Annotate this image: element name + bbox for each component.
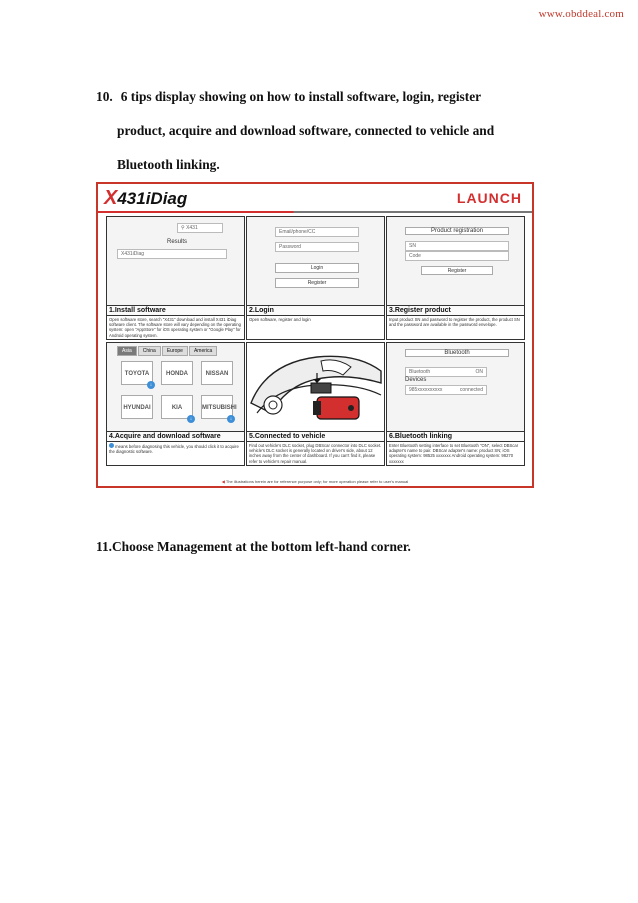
tab-china: China xyxy=(138,346,161,356)
step-10-line-3: Bluetooth linking. xyxy=(117,157,220,172)
figure-header xyxy=(98,184,532,212)
launch-logo: LAUNCH xyxy=(456,190,522,206)
panel-caption: 1.Install software xyxy=(107,305,244,316)
panel-install-software xyxy=(106,216,245,340)
email-field: Email/phone/CC xyxy=(275,227,359,237)
register-button: Register xyxy=(275,278,359,288)
site-url[interactable]: www.obddeal.com xyxy=(538,8,624,20)
brand-logo-hyundai: HYUNDAI xyxy=(121,395,153,419)
step-11-paragraph xyxy=(96,530,566,564)
figure-footnote xyxy=(98,479,532,484)
bluetooth-label: Bluetooth xyxy=(409,369,431,375)
pointer-icon: ◀ xyxy=(221,479,225,484)
step-10-line-2: product, acquire and download software, connected to vehicle and xyxy=(117,123,495,138)
tab-asia: Asia xyxy=(117,346,137,356)
login-button: Login xyxy=(275,263,359,273)
store-search-box: ⚲ X431 xyxy=(177,223,223,233)
panel-caption: 5.Connected to vehicle xyxy=(247,431,384,442)
search-icon: ⚲ xyxy=(181,225,185,231)
brand-logo-kia: KIA xyxy=(161,395,193,419)
devices-label: Devices xyxy=(405,377,427,383)
device-state: connected xyxy=(459,387,483,393)
dashboard-obd-icon xyxy=(247,343,384,431)
device-name: 985xxxxxxxxxx xyxy=(409,387,443,393)
register-product-button: Register xyxy=(421,266,493,275)
region-tabs xyxy=(117,346,218,356)
panel-description: Open software store, search "X431" download and install X431 iDiag software client. The software store will vary depending on the operating system: open "AppStore" for iOS operating system or "Google Play" for Android operating system. xyxy=(109,317,241,338)
login-screenshot xyxy=(247,217,384,305)
panel-caption: 4.Acquire and download software xyxy=(107,431,244,442)
panel-description: Input product SN and password to register the product, the product SN and the password are available in the password envelope. xyxy=(389,317,520,328)
download-badge-icon: ↓ xyxy=(187,415,195,423)
download-badge-icon: ↓ xyxy=(147,381,155,389)
step-10-paragraph xyxy=(96,80,566,182)
step-11-number: 11. xyxy=(96,539,112,554)
download-badge-icon: ↓ xyxy=(227,415,235,423)
bluetooth-state: ON xyxy=(475,369,483,375)
panel-caption: 3.Register product xyxy=(387,305,524,316)
brand-logo-toyota: TOYOTA xyxy=(121,361,153,385)
tab-america: America xyxy=(189,346,217,356)
brand-logo-mitsubishi: MITSUBISHI xyxy=(201,395,233,419)
panel-caption: 2.Login xyxy=(247,305,384,316)
panel-description: means before diagnosing this vehicle, you should click it to acquire the diagnostic software. xyxy=(109,444,239,455)
download-badge-icon xyxy=(109,443,114,448)
step-11-text: Choose Management at the bottom left-hand corner. xyxy=(112,539,411,554)
bluetooth-screenshot xyxy=(387,343,524,431)
device-row xyxy=(405,385,487,395)
panel-description: Find out vehicle's DLC socket, plug DBScar connector into DLC socket. vehicle's DLC socket is generally located on driver's side, about 12 inches away from the center of dashboard. If you can't find it, please refer to vehicle's repair manual. xyxy=(249,443,382,464)
step-10-number: 10. xyxy=(96,89,113,104)
panel-connect-vehicle xyxy=(246,342,385,466)
result-item: X431iDiag xyxy=(117,249,227,259)
results-title: Results xyxy=(166,239,187,245)
x431idiag-logo: X431iDiag xyxy=(104,187,188,209)
bluetooth-row xyxy=(405,367,487,377)
header-divider xyxy=(98,211,532,213)
code-field: Code xyxy=(405,251,509,261)
install-screenshot xyxy=(107,217,244,305)
step-10-line-1: 6 tips display showing on how to install software, login, register xyxy=(120,89,482,104)
guide-figure xyxy=(96,182,534,488)
panel-caption: 6.Bluetooth linking xyxy=(387,431,524,442)
registration-title: Product registration xyxy=(405,227,509,235)
brand-logo-honda: HONDA xyxy=(161,361,193,385)
footnote-text: The illustrations herein are for reference purpose only; for more operation please refer to user's manual xyxy=(225,479,409,484)
vehicle-illustration xyxy=(247,343,384,431)
tab-europe: Europe xyxy=(162,346,188,356)
panel-login xyxy=(246,216,385,340)
panel-description: Open software, register and login xyxy=(249,317,311,322)
register-screenshot xyxy=(387,217,524,305)
panel-acquire-software xyxy=(106,342,245,466)
sn-field: SN xyxy=(405,241,509,251)
bluetooth-title: Bluetooth xyxy=(405,349,509,357)
panel-register-product xyxy=(386,216,525,340)
acquire-screenshot xyxy=(107,343,244,431)
brand-logo-nissan: NISSAN xyxy=(201,361,233,385)
password-field: Password xyxy=(275,242,359,252)
panel-description: Enter Bluetooth setting interface to set Bluetooth "ON", select DBScar adapter's name to pair. DBScar adapter's name: product SN; iOS operating system: 98525 xxxxxxx Android operating system: 98270 xxxxxxx xyxy=(389,443,519,464)
panel-bluetooth xyxy=(386,342,525,466)
